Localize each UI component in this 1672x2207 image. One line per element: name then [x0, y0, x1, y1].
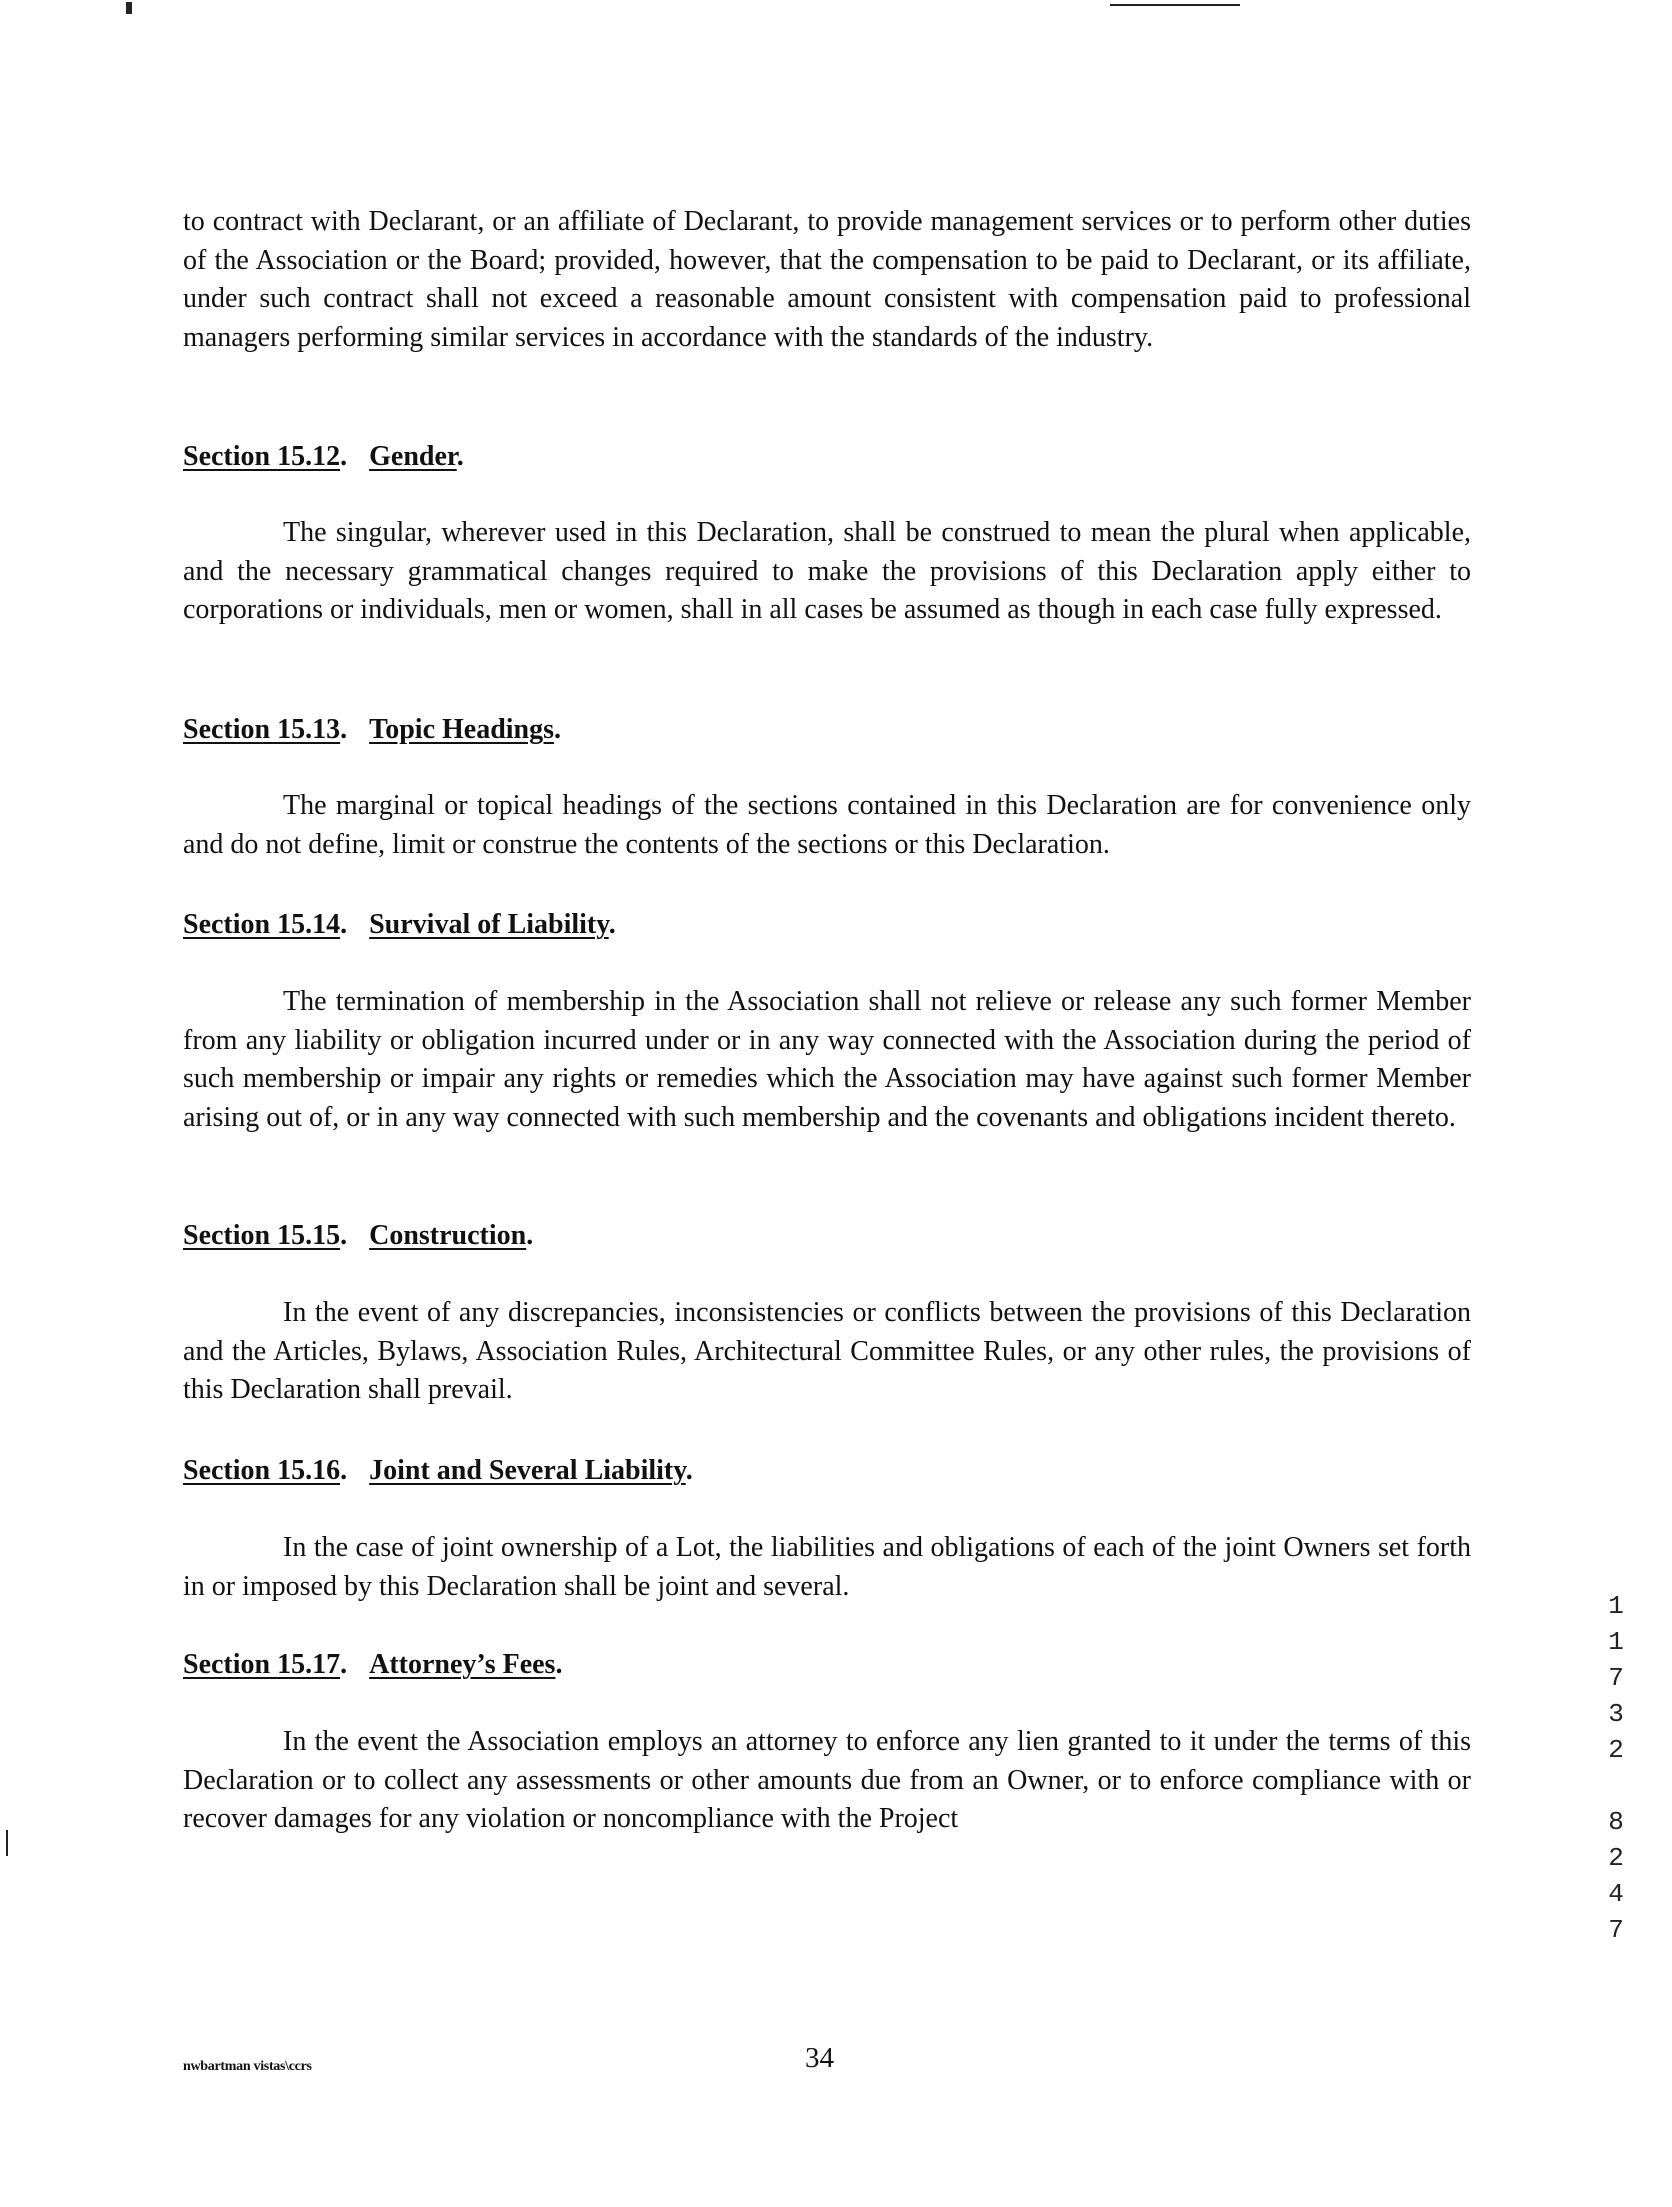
intro-paragraph: to contract with Declarant, or an affiliate of Declarant, to provide management services or to perform other duties of the Association or the Board; provided, however, that the compensation to be paid to Declarant, or its affiliate, under such contract shall not exceed a reasonable amount consistent with compensation paid to professional managers performing similar services in accordance with the standards of the industry.	[183, 206, 1471, 353]
section-title: Gender	[369, 441, 457, 472]
stamp-digit: 8	[1608, 1807, 1624, 1837]
section-body: The singular, wherever used in this Declaration, shall be construed to mean the plural when applicable, and the necessary grammatical changes required to make the provisions of this Declaration apply either to corporations or individuals, men or women, shall in all cases be assumed as though in each case fully expressed.	[183, 517, 1471, 625]
section-title: Attorney’s Fees	[369, 1649, 556, 1680]
stamp-gap	[1604, 1768, 1628, 1804]
section-heading-15-17: Section 15.17. Attorney’s Fees.	[183, 1649, 563, 1680]
section-heading-15-12: Section 15.12. Gender.	[183, 441, 464, 472]
section-body-15-14	[183, 983, 1471, 1137]
section-number: Section 15.14	[183, 909, 341, 940]
section-body-15-13	[183, 787, 1471, 864]
section-number: Section 15.15	[183, 1220, 341, 1251]
stamp-digit: 2	[1608, 1843, 1624, 1873]
stamp-digit: 7	[1608, 1915, 1624, 1945]
section-title: Survival of Liability	[369, 909, 609, 940]
section-body: The marginal or topical headings of the sections contained in this Declaration are for convenience only and do not define, limit or construe the contents of the sections or this Declaration.	[183, 790, 1471, 860]
stamp-digit: 4	[1608, 1879, 1624, 1909]
stamp-digit: 1	[1608, 1627, 1624, 1657]
margin-recording-stamp	[1604, 1588, 1628, 1948]
section-number: Section 15.17	[183, 1649, 341, 1680]
scan-mark-top-left	[126, 2, 132, 14]
stamp-digit: 7	[1608, 1663, 1624, 1693]
section-body: In the event the Association employs an attorney to enforce any lien granted to it under the terms of this Declaration or to collect any assessments or other amounts due from an Owner, or to enforce compliance with or recover damages for any violation or noncompliance with the Project	[183, 1726, 1471, 1834]
stamp-digit: 1	[1608, 1591, 1624, 1621]
stamp-digit: 2	[1608, 1735, 1624, 1765]
stamp-digit: 3	[1608, 1699, 1624, 1729]
intro-paragraph-block	[183, 203, 1471, 357]
section-heading-15-16: Section 15.16. Joint and Several Liability.	[183, 1455, 693, 1486]
section-body: In the event of any discrepancies, inconsistencies or conflicts between the provisions of this Declaration and the Articles, Bylaws, Association Rules, Architectural Committee Rules, or any other rules, the provisions of this Declaration shall prevail.	[183, 1297, 1471, 1405]
section-body-15-17	[183, 1723, 1471, 1839]
section-title: Construction	[369, 1220, 527, 1251]
section-heading-15-15: Section 15.15. Construction.	[183, 1220, 534, 1251]
section-title: Joint and Several Liability	[369, 1455, 686, 1486]
section-heading-15-13: Section 15.13. Topic Headings.	[183, 714, 562, 745]
section-heading-15-14: Section 15.14. Survival of Liability.	[183, 909, 616, 940]
section-title: Topic Headings	[369, 714, 555, 745]
section-body-15-16	[183, 1529, 1471, 1606]
footer-file-path: nwbartman vistas\ccrs	[183, 2059, 312, 2074]
section-number: Section 15.16	[183, 1455, 341, 1486]
section-body: The termination of membership in the Association shall not relieve or release any such former Member from any liability or obligation incurred under or in any way connected with the Association during the period of such membership or impair any rights or remedies which the Association may have against such former Member arising out of, or in any way connected with such membership and the covenants and obligations incident thereto.	[183, 986, 1471, 1133]
section-number: Section 15.12	[183, 441, 341, 472]
scan-mark-left-bar	[6, 1830, 8, 1856]
section-body: In the case of joint ownership of a Lot, the liabilities and obligations of each of the joint Owners set forth in or imposed by this Declaration shall be joint and several.	[183, 1532, 1471, 1602]
section-body-15-15	[183, 1294, 1471, 1410]
page-number: 34	[805, 2042, 834, 2074]
scan-mark-top-right-line	[1110, 4, 1240, 6]
section-body-15-12	[183, 514, 1471, 630]
section-number: Section 15.13	[183, 714, 341, 745]
